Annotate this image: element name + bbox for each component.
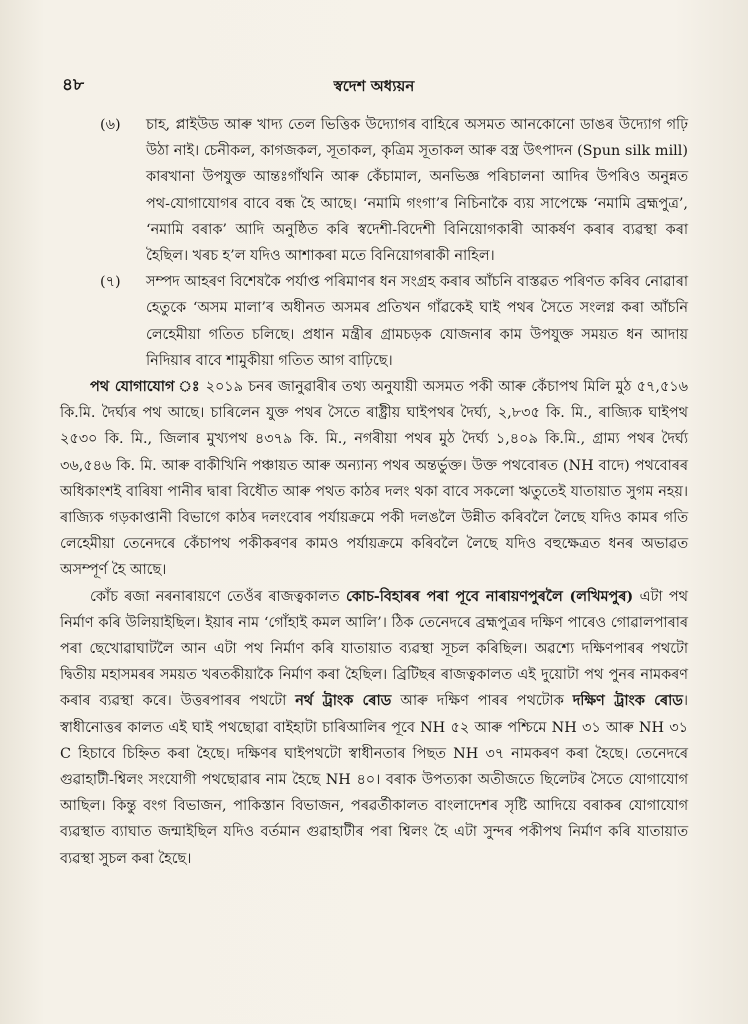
bold-phrase: দক্ষিণ ট্ৰাংক ৰোড	[572, 692, 683, 710]
list-item	[60, 269, 688, 374]
item-text: সম্পদ আহৰণ বিশেষকৈ পৰ্যাপ্ত পৰিমাণৰ ধন সংগ্ৰহ কৰাৰ আঁচনি বাস্তৱত পৰিণত কৰিব নোৱাৰা হেতুকে ‘অসম মালা’ৰ অধীনত অসমৰ প্ৰতিখন গাঁৱকেই ঘাই পথৰ সৈতে সংলগ্ন কৰা আঁচনি লেহেমীয়া গতিত চলিছে। প্ৰধান মন্ত্ৰীৰ গ্ৰামচড়ক যোজনাৰ কাম উপযুক্ত সময়ত ধন আদায় নিদিয়াৰ বাবে শামুকীয়া গতিত আগ বাঢ়িছে।	[146, 274, 688, 369]
page-number: ৪৮	[62, 75, 85, 95]
paragraph-text: আৰু দক্ষিণ পাৰৰ পথটোক	[400, 693, 564, 710]
bold-phrase: নৰ্থ ট্ৰাংক ৰোড	[295, 692, 392, 710]
item-text: চাহ, প্লাইউড আৰু খাদ্য তেল ভিত্তিক উদ্যোগৰ বাহিৰে অসমত আনকোনো ডাঙৰ উদ্যোগ গঢ়ি উঠা নাই। চেনীকল, কাগজকল, সূতাকল, কৃত্ৰিম সূতাকল আৰু বস্ত্ৰ উৎপাদন (Spun silk mill) কাৰখানা উপযুক্ত আন্তঃগাঁথনি আৰু কেঁচামাল, অনভিজ্ঞ পৰিচালনা আদিৰ উপৰিও অনুন্নত পথ-যোগাযোগৰ বাবে বন্ধ হৈ আছে। ‘নমামি গংগা’ৰ নিচিনাকৈ ব্যয় সাপেক্ষে ‘নমামি ব্ৰহ্মপুত্ৰ’, ‘নমামি বৰাক’ আদি অনুষ্ঠিত কৰি স্বদেশী-বিদেশী বিনিয়োগকাৰী আকৰ্ষণ কৰাৰ ব্যৱস্থা কৰা হৈছিল। খৰচ হ’ল যদিও আশাকৰা মতে বিনিয়োগৰাকী নাহিল।	[146, 117, 688, 265]
section-heading: পথ যোগাযোগ ঃ	[90, 378, 201, 396]
page-body	[60, 112, 688, 872]
paragraph-text: কোঁচ ৰজা নৰনাৰায়ণে তেওঁৰ ৰাজত্বকালত	[90, 588, 340, 605]
paragraph-text: এটা পথ নিৰ্মাণ কৰি উলিয়াইছিল। ইয়াৰ নাম ‘গোঁহাই কমল আলি’। ঠিক তেনেদৰে ব্ৰহ্মপুত্ৰৰ দক্ষিণ পাৰেও গোৱালপাৰাৰ পৰা ছেখোৱাঘাটলৈ আন এটা পথ নিৰ্মাণ কৰি যাতায়াত ব্যৱস্থা সূচল কৰিছিল। অৱশ্যে দক্ষিণপাৰৰ পথটো দ্বিতীয় মহাসমৰৰ সময়ত খৰতকীয়াকৈ নিৰ্মাণ কৰা হৈছিল। ব্ৰিটিছৰ ৰাজত্বকালত এই দুয়োটা পথ পুনৰ নামকৰণ কৰাৰ ব্যৱস্থা কৰে। উত্তৰপাৰৰ পথটো	[60, 588, 688, 710]
running-title: স্বদেশ অধ্যয়ন	[333, 77, 415, 95]
history-paragraph	[60, 584, 688, 872]
road-communication-paragraph	[60, 374, 688, 584]
paragraph-text: ২০১৯ চনৰ জানুৱাৰীৰ তথ্য অনুযায়ী অসমত পকী আৰু কেঁচাপথ মিলি মুঠ ৫৭,৫১৬ কি.মি. দৈৰ্ঘ্যৰ পথ আছে। চাৰিলেন যুক্ত পথৰ সৈতে ৰাষ্ট্ৰীয় ঘাইপথৰ দৈৰ্ঘ্য, ২,৮৩৫ কি. মি., ৰাজ্যিক ঘাইপথ ২৫৩০ কি. মি., জিলাৰ মুখ্যপথ ৪৩৭৯ কি. মি., নগৰীয়া পথৰ মুঠ দৈৰ্ঘ্য ১,৪০৯ কি.মি., গ্ৰাম্য পথৰ দৈৰ্ঘ্য ৩৬,৫৪৬ কি. মি. আৰু বাকীখিনি পঞ্চায়ত আৰু অন্যান্য পথৰ অন্তৰ্ভুক্ত। উক্ত পথবোৰত (NH বাদে) পথবোৰৰ অধিকাংশই বাৰিষা পানীৰ দ্বাৰা বিধৌত আৰু পথত কাঠৰ দলং থকা বাবে সকলো ঋতুতেই যাতায়াত সুগম নহয়। ৰাজ্যিক গড়কাপ্তানী বিভাগে কাঠৰ দলংবোৰ পৰ্যায়ক্ৰমে পকী দলঙলৈ উন্নীত কৰিবলৈ লৈছে যদিও কামৰ গতি লেহেমীয়া তেনেদৰে কেঁচাপথ পকীকৰণৰ কামও পৰ্যায়ক্ৰমে কৰিবলৈ লৈছে যদিও বহুক্ষেত্ৰত ধনৰ অভাৱত অসম্পূৰ্ণ হৈ আছে।	[60, 379, 688, 579]
bold-phrase: কোচ-বিহাৰৰ পৰা পূবে নাৰায়ণপুৰলৈ (লখিমপুৰ)	[345, 587, 634, 605]
item-number: (৭)	[100, 274, 121, 291]
item-number: (৬)	[100, 117, 121, 133]
list-item	[60, 112, 688, 269]
paragraph-text: । স্বাধীনোত্তৰ কালত এই ঘাই পথছোৱা বাইহাটা চাৰিআলিৰ পূবে NH ৫২ আৰু পশ্চিমে NH ৩১ আৰু NH ৩১ C হিচাবে চিহ্নিত কৰা হৈছে। দক্ষিণৰ ঘাইপথটো স্বাধীনতাৰ পিছত NH ৩৭ নামকৰণ কৰা হৈছে। তেনেদৰে গুৱাহাটী-শ্বিলং সংযোগী পথছোৱাৰ নাম হৈছে NH ৪০। বৰাক উপত্যকা অতীজতে ছিলেটৰ সৈতে যোগাযোগ আছিল। কিন্তু বংগ বিভাজন, পাকিস্তান বিভাজন, পৰৱৰ্তীকালত বাংলাদেশৰ সৃষ্টি আদিয়ে বৰাকৰ যোগাযোগ ব্যৱস্থাত ব্যাঘাত জন্মাইছিল যদিও বৰ্তমান গুৱাহাটীৰ পৰা শ্বিলং হৈ এটা সুন্দৰ পকীপথ নিৰ্মাণ কৰি যাতায়াত ব্যৱস্থা সুচল কৰা হৈছে।	[60, 693, 689, 867]
